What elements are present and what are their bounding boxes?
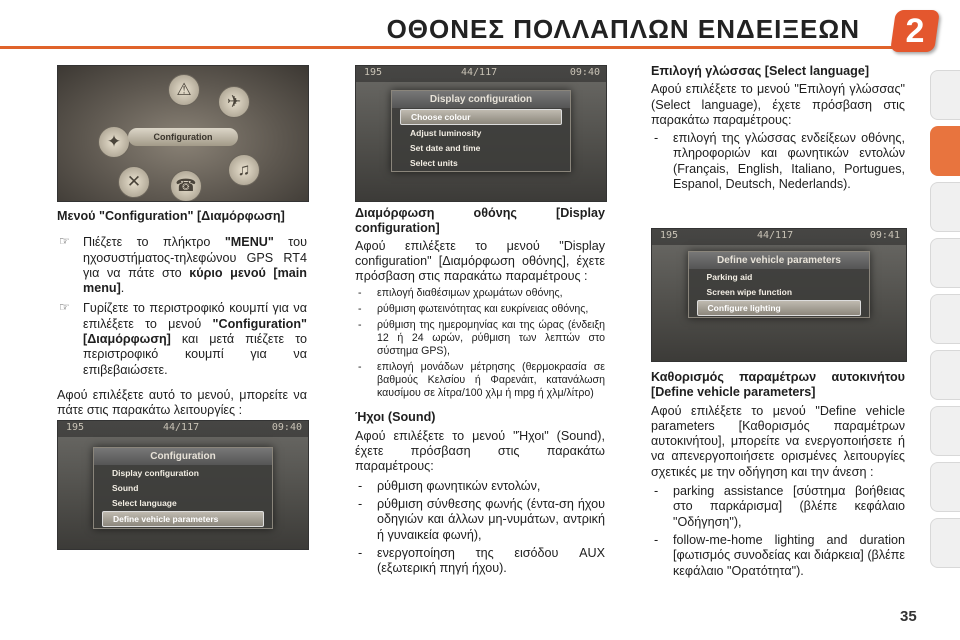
configuration-label: Configuration [128, 128, 238, 146]
status-left: 195 [660, 230, 679, 241]
menu-item-define-vehicle-parameters: Define vehicle parameters [102, 511, 264, 527]
page-number: 35 [900, 608, 917, 625]
satellite-icon: ✈ [218, 86, 250, 118]
list-item: - ρύθμιση σύνθεσης φωνής (έντα-ση ήχου οδηγιών και άλλων μη-νυμάτων, αντρική ή γυναικεία φωνή), [355, 497, 605, 543]
sound-list [355, 479, 605, 577]
chapter-tab-5[interactable] [930, 294, 960, 344]
chapter-tab-8[interactable] [930, 462, 960, 512]
select-language-list [651, 131, 905, 192]
step2-text-a: Γυρίζετε το περιστροφικό κουμπί για να επιλέξετε το μενού [83, 301, 307, 331]
configuration-heading: Μενού "Configuration" [Διαμόρφωση] [57, 209, 285, 223]
status-mid: 44/117 [461, 67, 498, 78]
panel-title: Define vehicle parameters [689, 252, 870, 269]
menu-item-select-language: Select language [112, 498, 177, 508]
list-item: - ρύθμιση της ημερομηνίας και της ώρας (ένδειξη 12 ή 24 ωρών, ρύθμιση των λεπτών στο σύστημα GPS), [355, 319, 605, 358]
status-time: 09:40 [271, 422, 302, 433]
column-3-top [651, 64, 905, 195]
menu-item-select-units: Select units [410, 158, 458, 168]
instruction-list [57, 235, 307, 378]
list-item: - parking assistance [σύστημα βοήθειας στο παρκάρισμα] (βλέπε κεφάλαιο "Οδήγηση"), [651, 484, 905, 530]
menu-item-sound: Sound [112, 483, 139, 493]
status-mid: 44/117 [163, 422, 200, 433]
chapter-tab-1[interactable] [930, 70, 960, 120]
status-time: 09:41 [869, 230, 900, 241]
list-item: - ρύθμιση φωνητικών εντολών, [355, 479, 605, 494]
menu-key-label: "MENU" [224, 235, 274, 250]
chapter-number: 2 [905, 12, 925, 50]
screen-status-bar [356, 66, 606, 82]
music-icon: ♫ [228, 154, 260, 186]
menu-item-adjust-luminosity: Adjust luminosity [410, 128, 482, 138]
status-time: 09:40 [569, 67, 600, 78]
screen-status-bar [652, 229, 906, 245]
list-item: - follow-me-home lighting and duration [φωτισμός συνοδείας και διάρκεια] (βλέπε κεφάλαιο "Ορατότητα"). [651, 533, 905, 579]
vehicle-parameters-screenshot [651, 228, 907, 362]
vehicle-parameters-heading: Καθορισμός παραμέτρων αυτοκινήτου [Define vehicle parameters] [651, 370, 905, 400]
list-item: - επιλογή διαθέσιμων χρωμάτων οθόνης, [355, 287, 605, 300]
page-title: ΟΘΟΝΕΣ ΠΟΛΛΑΠΛΩΝ ΕΝΔΕΙΞΕΩΝ [386, 14, 860, 44]
instruction-step-2 [57, 301, 307, 377]
step1-text-b: του ηχοσυστήματος-τηλεφώνου GPS RT4 για να πάτε στο [83, 235, 307, 280]
status-left: 195 [66, 422, 85, 433]
vehicle-parameters-list [651, 484, 905, 579]
menu-panel [688, 251, 871, 318]
chapter-tab-4[interactable] [930, 238, 960, 288]
step1-text-end: . [120, 281, 125, 296]
chapter-tab-7[interactable] [930, 406, 960, 456]
tools-icon: ✕ [118, 166, 150, 198]
column-2 [355, 206, 605, 579]
sound-heading: Ήχοι (Sound) [355, 410, 436, 425]
menu-item-screen-wipe-function: Screen wipe function [706, 287, 793, 297]
menu-item-set-date-and-time: Set date and time [410, 143, 481, 153]
chapter-tab-2-active[interactable] [930, 126, 960, 176]
list-item: - επιλογή της γλώσσας ενδείξεων οθόνης, πληροφοριών και φωνητικών εντολών (Français, English, Italiano, Portugues, Espanol, Deutsch, Nederlands). [651, 131, 905, 192]
select-language-heading: Επιλογή γλώσσας [Select language] [651, 64, 870, 78]
menu-panel [391, 90, 571, 172]
sound-intro: Αφού επιλέξετε το μενού "Ήχοι" (Sound), έχετε πρόσβαση στις παρακάτω παραμέτρους: [355, 428, 605, 474]
chapter-tab-3[interactable] [930, 182, 960, 232]
step2-text-b: και μετά πιέζετε το περιστροφικό κουμπί για να επιβεβαιώσετε. [83, 332, 307, 377]
menu-item-configure-lighting: Configure lighting [697, 300, 862, 316]
menu-item-parking-aid: Parking aid [706, 272, 753, 282]
phone-icon: ☎ [170, 170, 202, 202]
instruction-step-1 [57, 235, 307, 296]
screen-status-bar [58, 421, 308, 437]
display-configuration-screenshot [355, 65, 607, 202]
main-menu-screenshot [57, 65, 309, 202]
panel-title: Display configuration [392, 91, 570, 108]
display-configuration-list [355, 287, 605, 400]
vehicle-parameters-intro: Αφού επιλέξετε το μενού "Define vehicle parameters [Καθορισμός παραμέτρων αυτοκινήτου], μπορείτε να ενεργοποιήσετε ή να απενεργοποιήσετε ορισμένες λειτουργίες σχετικές με την οδήγηση και την άνεση : [651, 403, 905, 479]
header-rule [0, 46, 900, 49]
select-language-intro: Αφού επιλέξετε το μενού "Επιλογή γλώσσας" (Select language), έχετε πρόσβαση στις παρακάτω παραμέτρους: [651, 82, 905, 127]
menu-item-choose-colour: Choose colour [400, 109, 562, 125]
step1-text-a: Πιέζετε το πλήκτρο [83, 235, 225, 250]
main-menu-label: κύριο μενού [main menu] [83, 265, 307, 296]
list-item: - επιλογή μονάδων μέτρησης (θερμοκρασία σε βαθμούς Κελσίου ή Φαρενάιτ, κατανάλωση καυσίμου σε λίτρα/100 χλμ ή mpg ή χλμ/λίτρο) [355, 361, 605, 400]
navigation-icon: ✦ [98, 126, 130, 158]
column-3-bottom [651, 370, 905, 582]
chapter-tab-6[interactable] [930, 350, 960, 400]
column-1 [57, 209, 307, 430]
status-mid: 44/117 [757, 230, 794, 241]
menu-item-display-configuration: Display configuration [112, 468, 199, 478]
display-configuration-heading: Διαμόρφωση οθόνης [Display configuration] [355, 206, 605, 236]
configuration-menu-label: "Configuration" [Διαμόρφωση] [83, 316, 307, 347]
panel-title: Configuration [94, 448, 272, 465]
menu-panel [93, 447, 273, 529]
display-configuration-intro: Αφού επιλέξετε το μενού "Display configuration" [Διαμόρφωση οθόνης], έχετε πρόσβαση στις παρακάτω παραμέτρους : [355, 238, 605, 284]
chapter-tab-9[interactable] [930, 518, 960, 568]
warning-icon: ⚠ [168, 74, 200, 106]
list-item: - ενεργοποίηση της εισόδου AUX (εξωτερική πηγή ήχου). [355, 546, 605, 577]
configuration-menu-screenshot [57, 420, 309, 550]
list-item: - ρύθμιση φωτεινότητας και ευκρίνειας οθόνης, [355, 303, 605, 316]
status-left: 195 [364, 67, 383, 78]
functions-intro: Αφού επιλέξετε αυτό το μενού, μπορείτε να πάτε στις παρακάτω λειτουργίες : [57, 387, 307, 418]
